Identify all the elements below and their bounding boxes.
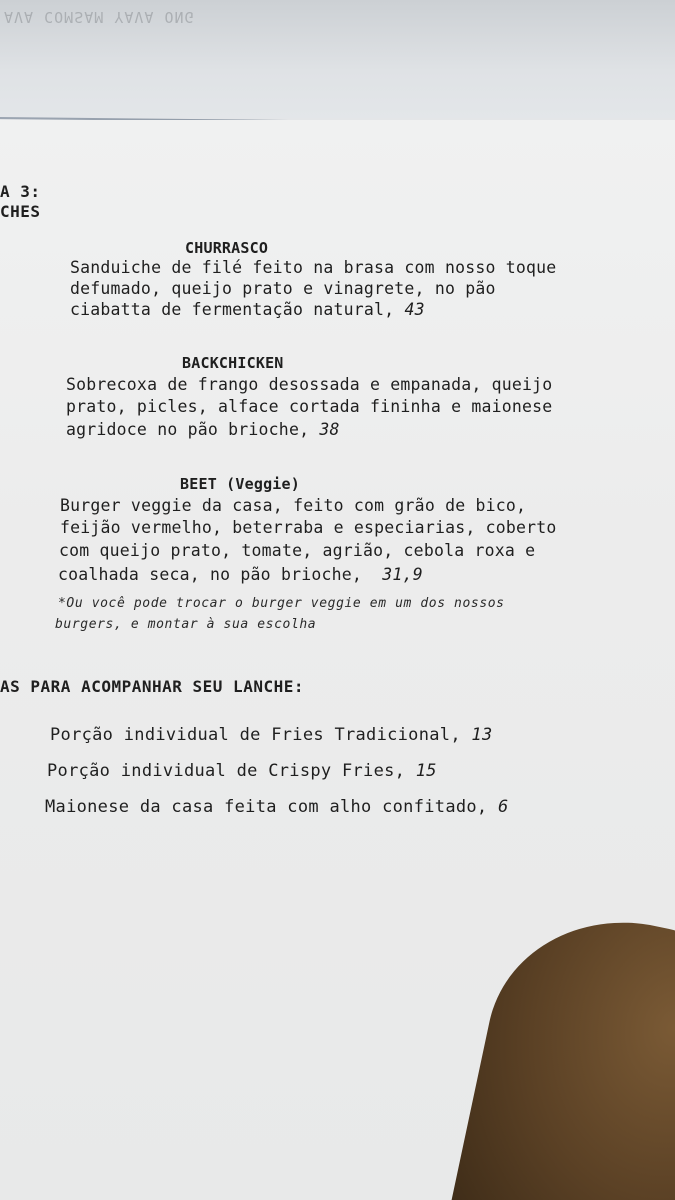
item-desc-line: agridoce no pão brioche, 38 bbox=[66, 420, 340, 439]
sides-heading: AS PARA ACOMPANHAR SEU LANCHE: bbox=[0, 677, 304, 696]
item-desc-line: ciabatta de fermentação natural, 43 bbox=[70, 300, 425, 319]
section-label: A 3: bbox=[0, 182, 41, 201]
item-desc-line: com queijo prato, tomate, agrião, cebola roxa e bbox=[59, 541, 536, 560]
side-price: 13 bbox=[471, 725, 493, 745]
item-desc-line: Sobrecoxa de frango desossada e empanada, queijo bbox=[66, 375, 553, 394]
item-desc-line: defumado, queijo prato e vinagrete, no pão bbox=[70, 279, 496, 298]
side-price: 6 bbox=[498, 797, 509, 817]
top-sheet bbox=[0, 0, 675, 118]
item-desc-line: feijão vermelho, beterraba e especiarias, coberto bbox=[60, 518, 557, 537]
item-title-churrasco: CHURRASCO bbox=[185, 239, 269, 257]
item-desc-line: prato, picles, alface cortada fininha e maionese bbox=[66, 397, 553, 416]
item-title-backchicken: BACKCHICKEN bbox=[182, 354, 284, 372]
item-price: 38 bbox=[319, 420, 340, 439]
item-note: burgers, e montar à sua escolha bbox=[55, 617, 317, 632]
side-item: Maionese da casa feita com alho confitado, 6 bbox=[45, 797, 509, 817]
item-price: 43 bbox=[404, 300, 425, 319]
side-item: Porção individual de Crispy Fries, 15 bbox=[47, 761, 437, 781]
item-price: 31,9 bbox=[382, 565, 423, 584]
mirrored-text: AVA COMSAM YAVA ONG bbox=[4, 8, 195, 26]
section-title: CHES bbox=[0, 202, 41, 221]
item-desc-line: Sanduiche de filé feito na brasa com nosso toque bbox=[70, 258, 557, 277]
item-note: *Ou você pode trocar o burger veggie em um dos nossos bbox=[58, 596, 505, 611]
item-title-beet: BEET (Veggie) bbox=[180, 475, 300, 493]
item-desc-line: Burger veggie da casa, feito com grão de bico, bbox=[60, 496, 527, 515]
side-item: Porção individual de Fries Tradicional, 13 bbox=[50, 725, 493, 745]
item-desc-line: coalhada seca, no pão brioche, 31,9 bbox=[58, 565, 423, 584]
side-price: 15 bbox=[415, 761, 437, 781]
